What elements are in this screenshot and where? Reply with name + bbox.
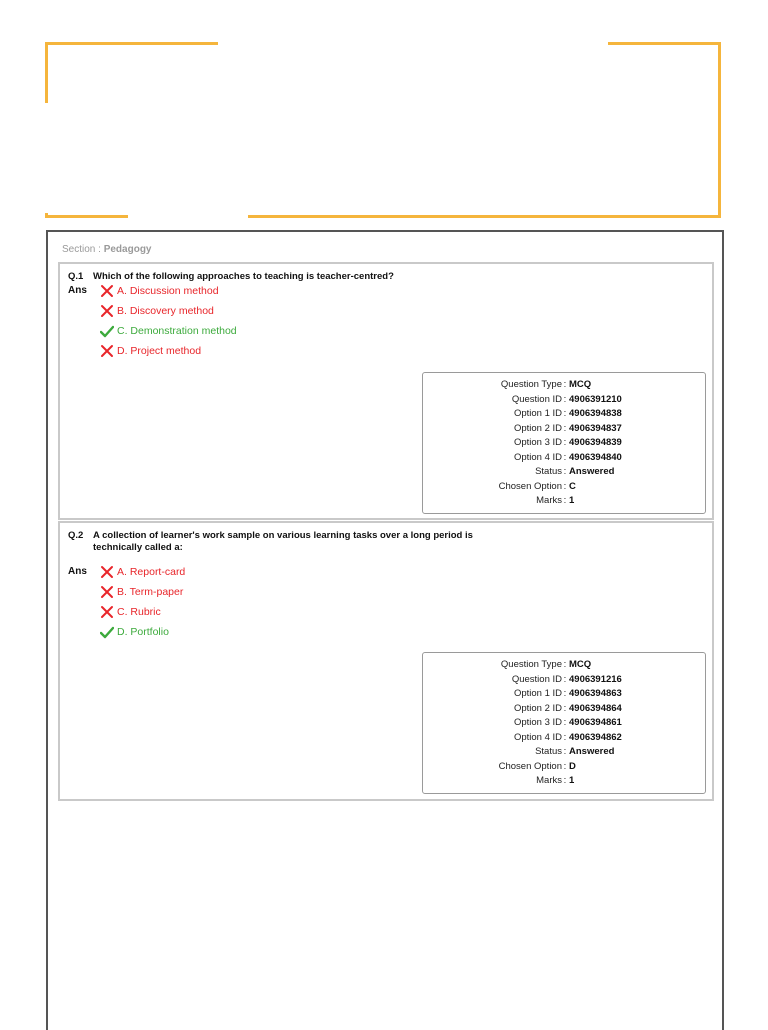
meta-option4-id: Option 4 ID : 4906394840 <box>513 451 622 463</box>
cross-icon <box>100 344 114 358</box>
option-d <box>100 344 201 358</box>
ans-label: Ans <box>68 285 87 296</box>
ans-label: Ans <box>68 566 87 577</box>
option-label: B. Discovery method <box>117 305 214 317</box>
question-meta-panel <box>422 372 706 514</box>
header-frame <box>45 42 721 218</box>
meta-option3-id: Option 3 ID : 4906394861 <box>513 717 622 728</box>
cross-icon <box>100 585 114 599</box>
checkmark-icon <box>100 625 114 639</box>
question-card <box>58 262 714 520</box>
option-a <box>100 284 219 298</box>
option-c <box>100 605 161 619</box>
meta-option1-id: Option 1 ID : 4906394863 <box>513 688 622 699</box>
cross-icon <box>100 565 114 579</box>
section-name: Pedagogy <box>103 244 152 255</box>
option-c <box>100 324 237 338</box>
response-sheet <box>46 230 724 1030</box>
meta-question-id: Question ID : 4906391210 <box>511 393 622 405</box>
cross-icon <box>100 605 114 619</box>
option-label: B. Term-paper <box>117 586 184 598</box>
question-number: Q.1 <box>68 271 84 282</box>
meta-option2-id: Option 2 ID : 4906394864 <box>513 702 622 714</box>
option-label: A. Discussion method <box>117 285 219 297</box>
option-label: D. Portfolio <box>117 626 169 638</box>
meta-marks: Marks : 1 <box>536 775 575 786</box>
option-b <box>100 304 214 318</box>
option-label: D. Project method <box>117 345 202 357</box>
option-b <box>100 585 183 599</box>
question-card <box>58 521 714 801</box>
question-text: A collection of learner's work sample on various learning tasks over a long period is technically called a: <box>93 530 473 553</box>
option-a <box>100 565 185 579</box>
option-label: C. Rubric <box>117 606 161 618</box>
option-d <box>100 625 169 639</box>
checkmark-icon <box>100 324 114 338</box>
meta-chosen-option: Chosen Option : D <box>498 760 576 772</box>
meta-option4-id: Option 4 ID : 4906394862 <box>513 731 622 743</box>
meta-status: Status : Answered <box>535 746 615 757</box>
meta-question-type: Question Type : MCQ <box>500 659 592 670</box>
section-prefix: Section : <box>62 244 101 255</box>
meta-option2-id: Option 2 ID : 4906394837 <box>513 422 622 434</box>
question-meta-panel <box>422 652 706 794</box>
section-label <box>62 244 152 255</box>
option-label: A. Report-card <box>117 566 186 578</box>
meta-status: Status : Answered <box>535 466 615 477</box>
meta-chosen-option: Chosen Option : C <box>498 480 576 492</box>
question-number: Q.2 <box>68 530 84 541</box>
meta-question-id: Question ID : 4906391216 <box>511 673 622 685</box>
meta-question-type: Question Type : MCQ <box>500 379 592 390</box>
cross-icon <box>100 284 114 298</box>
cross-icon <box>100 304 114 318</box>
option-label: C. Demonstration method <box>117 325 237 337</box>
meta-marks: Marks : 1 <box>536 495 575 506</box>
meta-option3-id: Option 3 ID : 4906394839 <box>513 437 622 448</box>
meta-option1-id: Option 1 ID : 4906394838 <box>513 408 622 419</box>
question-text: Which of the following approaches to teaching is teacher-centred? <box>93 271 394 282</box>
